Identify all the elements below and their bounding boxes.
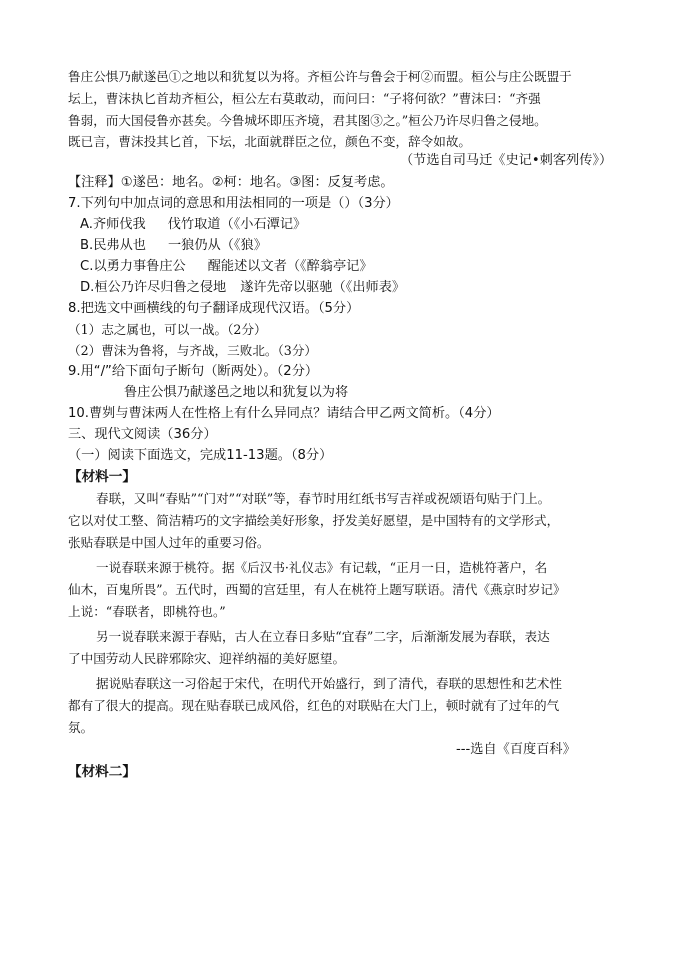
q7-option-b-right: 一狼仍从（《狼》 bbox=[168, 238, 267, 253]
q8-item-2: （2）曹沫为鲁将，与齐战，三败北。（3分） bbox=[68, 343, 318, 358]
q9-stem: 9.用“/”给下面句子断句（断两处）。（2分） bbox=[68, 364, 319, 379]
material2-title: 【材料二】 bbox=[68, 764, 136, 780]
q7-stem: 7.下列句中加点词的意思和用法相同的一项是（）（3分） bbox=[68, 196, 399, 211]
material1-line-3: 张贴春联是中国人过年的重要习俗。 bbox=[68, 535, 270, 550]
material1-line-4: 一说春联来源于桃符。据《后汉书·礼仪志》有记载，“正月一日，造桃符著户，名 bbox=[96, 560, 548, 575]
passage-line-4: 既已言，曹沫投其匕首，下坛，北面就群臣之位，颜色不变，辞令如故。 bbox=[68, 134, 471, 149]
q10-stem: 10.曹刿与曹沫两人在性格上有什么异同点？请结合甲乙两文简析。（4分） bbox=[68, 406, 500, 421]
passage-notes: 【注释】①遂邑：地名。②柯：地名。③图：反复考虑。 bbox=[68, 175, 394, 190]
material1-line-9: 据说贴春联这一习俗起于宋代，在明代开始盛行，到了清代，春联的思想性和艺术性 bbox=[96, 676, 562, 691]
q7-option-c-right: 醒能述以文者（《醉翁亭记》 bbox=[207, 259, 373, 274]
section3-title: 三、现代文阅读（36分） bbox=[68, 427, 217, 442]
q7-option-b-left: B.民弗从也 bbox=[80, 238, 146, 253]
q8-item-1: （1）志之属也，可以一战。（2分） bbox=[68, 322, 267, 337]
q7-option-a bbox=[80, 216, 306, 234]
material1-title: 【材料一】 bbox=[68, 469, 136, 485]
q7-option-c-left: C.以勇力事鲁庄公 bbox=[80, 259, 186, 274]
passage-line-3: 鲁弱，而大国侵鲁亦甚矣。今鲁城坏即压齐境，君其图③之。”桓公乃许尽归鲁之侵地。 bbox=[68, 113, 547, 128]
q7-option-d-right: 遂许先帝以驱驰（《出师表》 bbox=[240, 280, 406, 295]
material1-line-5: 仙木，百鬼所畏”。五代时，西蜀的宫廷里，有人在桃符上题写联语。清代《燕京时岁记》 bbox=[68, 582, 566, 597]
material1-line-11: 氛。 bbox=[68, 720, 94, 735]
q7-option-a-right: 伐竹取道（《小石潭记》 bbox=[167, 217, 307, 232]
q9-sentence: 鲁庄公惧乃献遂邑之地以和犹复以为将 bbox=[124, 385, 349, 400]
material1-line-1: 春联，又叫“春贴”“门对”“对联”等，春节时用红纸书写吉祥或祝颂语句贴于门上。 bbox=[96, 491, 551, 506]
q7-option-c bbox=[80, 258, 373, 276]
q7-option-d bbox=[80, 279, 405, 297]
passage-line-2: 坛上，曹沫执匕首劫齐桓公，桓公左右莫敢动，而问曰：“子将何欲？”曹沫曰：“齐强 bbox=[68, 91, 541, 106]
q7-option-b bbox=[80, 237, 267, 255]
q7-option-d-left: D.桓公乃许尽归鲁之侵地 bbox=[80, 280, 227, 295]
material1-line-2: 它以对仗工整、简洁精巧的文字描绘美好形象，抒发美好愿望，是中国特有的文学形式， bbox=[68, 513, 560, 528]
section3-sub: （一）阅读下面选文，完成11-13题。（8分） bbox=[68, 448, 333, 463]
material1-line-8: 了中国劳动人民辟邪除灾、迎祥纳福的美好愿望。 bbox=[68, 651, 346, 666]
material1-line-10: 都有了很大的提高。现在贴春联已成风俗，红色的对联贴在大门上，顿时就有了过年的气 bbox=[68, 698, 560, 713]
q7-option-a-left: A.齐师伐我 bbox=[80, 217, 146, 232]
material1-line-7: 另一说春联来源于春贴，古人在立春日多贴“宜春”二字，后渐渐发展为春联，表达 bbox=[96, 629, 550, 644]
passage-line-1: 鲁庄公惧乃献遂邑①之地以和犹复以为将。齐桓公许与鲁会于柯②而盟。桓公与庄公既盟于 bbox=[68, 69, 572, 84]
material1-line-6: 上说：“春联者，即桃符也。” bbox=[68, 604, 226, 619]
material1-source: ---选自《百度百科》 bbox=[456, 742, 576, 757]
passage-source: （节选自司马迁《史记•刺客列传》） bbox=[400, 153, 613, 168]
q8-stem: 8.把选文中画横线的句子翻译成现代汉语。（5分） bbox=[68, 301, 360, 316]
